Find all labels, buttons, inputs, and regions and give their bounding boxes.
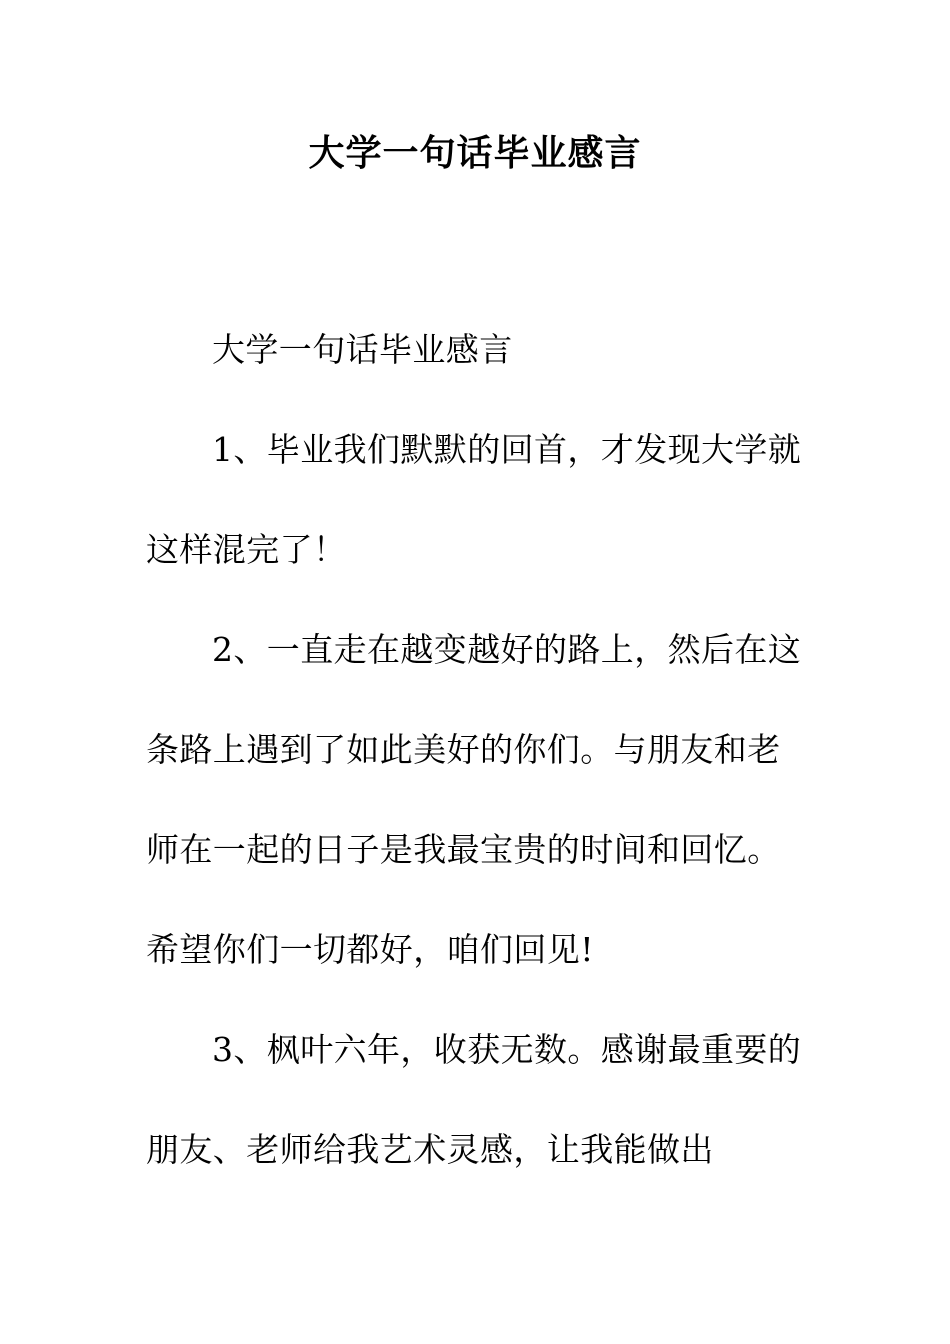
- paragraph-2: 2、一直走在越变越好的路上，然后在这条路上遇到了如此美好的你们。与朋友和老师在一起的日子是我最宝贵的时间和回忆。希望你们一切都好，咱们回见!: [146, 630, 802, 969]
- paragraph-3: 3、枫叶六年，收获无数。感谢最重要的朋友、老师给我艺术灵感，让我能做出: [146, 1030, 802, 1169]
- document-title: 大学一句话毕业感言: [308, 133, 642, 174]
- document-subtitle: 大学一句话毕业感言: [212, 330, 513, 369]
- document-body: [146, 300, 802, 1200]
- paragraph-1: 1、毕业我们默默的回首，才发现大学就这样混完了！: [146, 430, 802, 569]
